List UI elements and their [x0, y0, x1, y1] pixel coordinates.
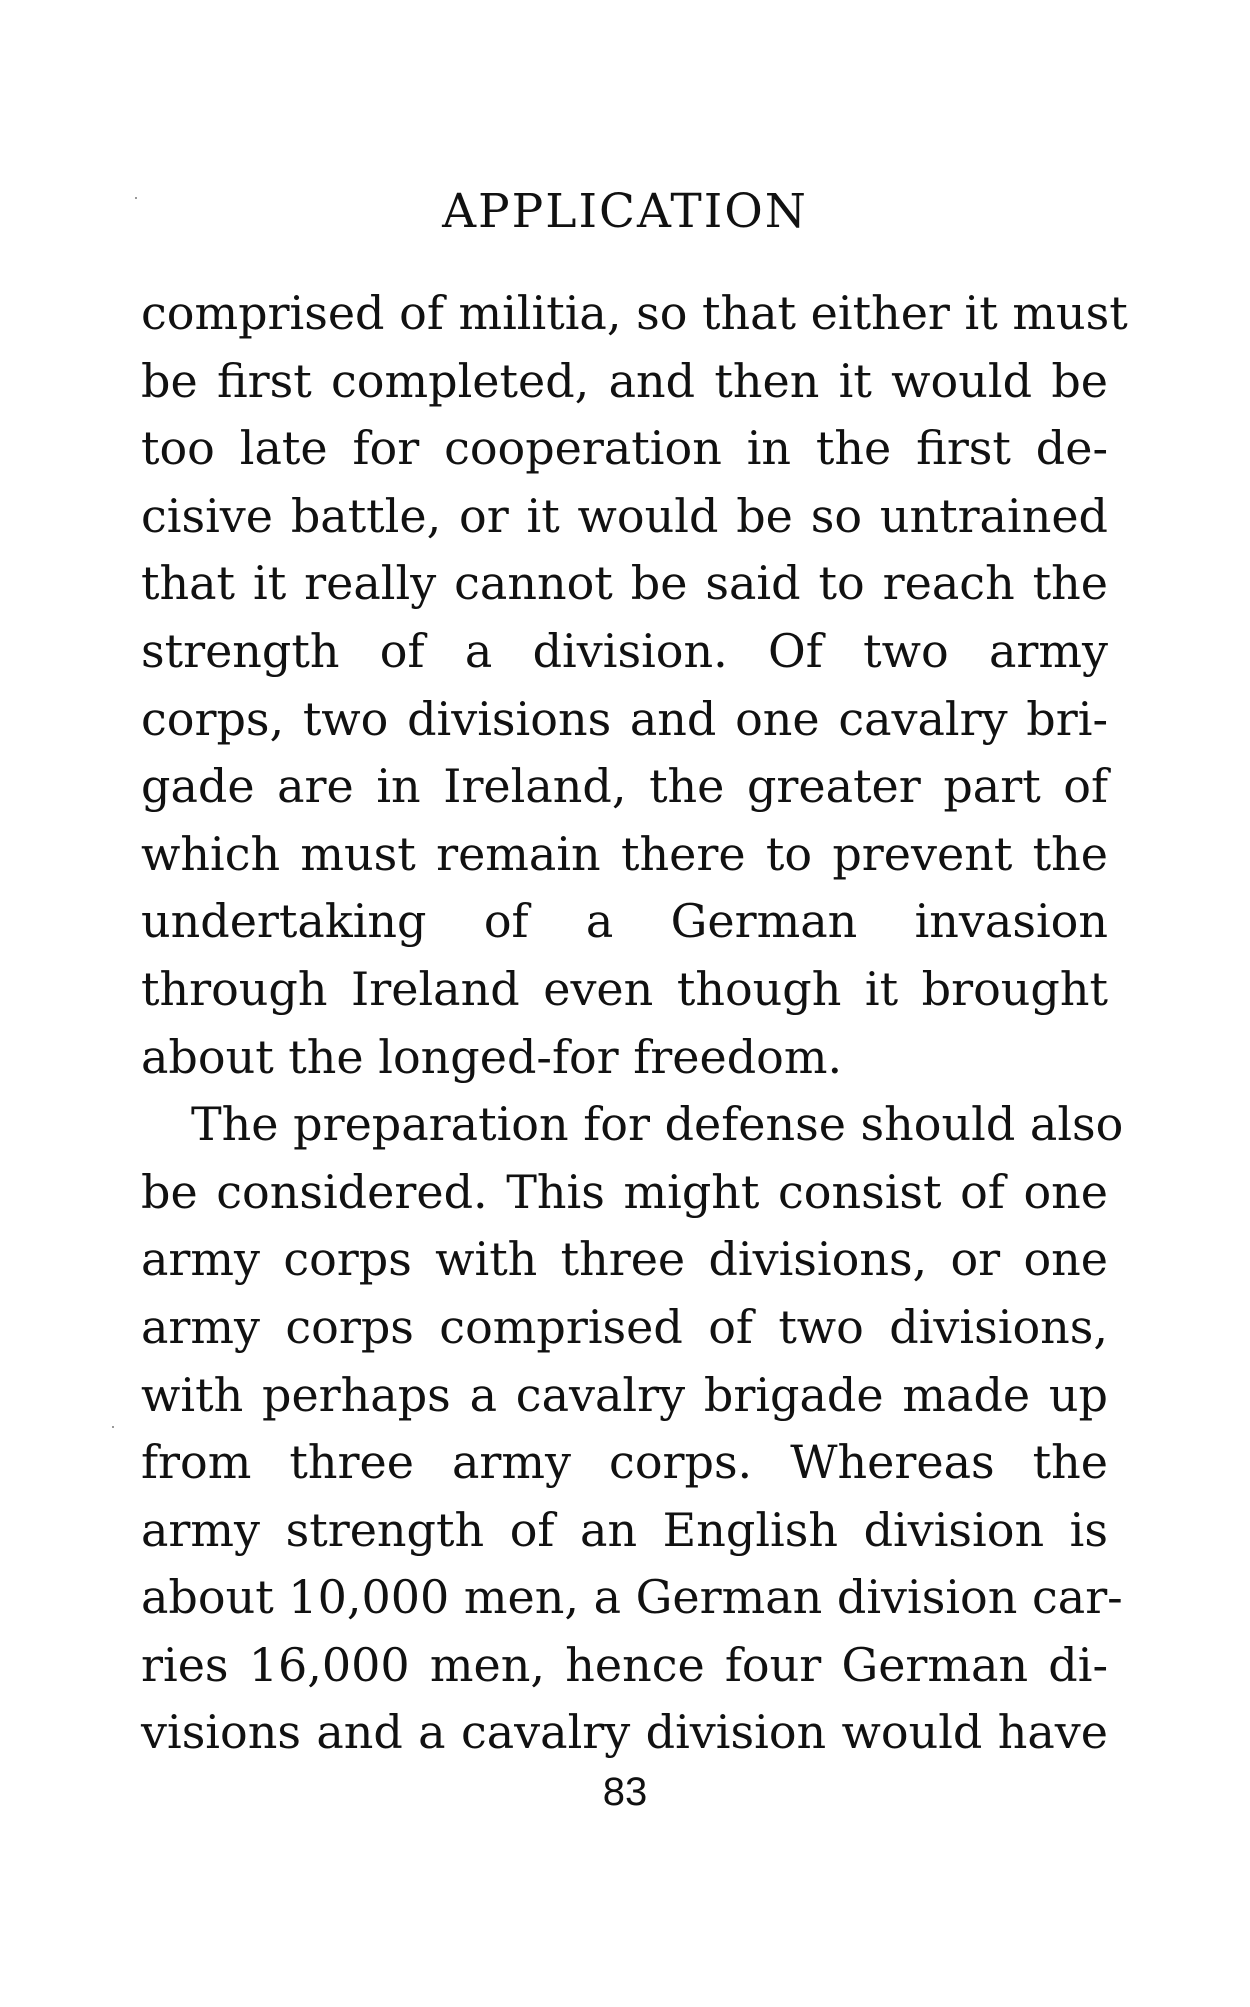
text-line: which must remain there to prevent the	[141, 826, 1108, 881]
paragraph-1	[141, 280, 1128, 1091]
text-line: corps, two divisions and one cavalry bri-	[141, 691, 1108, 746]
text-line: from three army corps. Whereas the	[141, 1435, 1108, 1490]
text-line: army corps with three divisions, or one	[141, 1232, 1108, 1287]
text-line: too late for cooperation in the first de-	[141, 421, 1108, 476]
text-line: cisive battle, or it would be so untrained	[141, 488, 1108, 543]
body-text	[141, 280, 1128, 1767]
text-line: about 10,000 men, a German division car-	[141, 1570, 1123, 1625]
text-line: that it really cannot be said to reach the	[141, 556, 1108, 611]
text-line: about the longed-for freedom.	[141, 1029, 843, 1084]
text-line: with perhaps a cavalry brigade made up	[141, 1367, 1108, 1422]
running-head: APPLICATION	[442, 184, 808, 239]
scan-speck	[135, 197, 137, 199]
text-line: through Ireland even though it brought	[141, 961, 1108, 1016]
text-line: comprised of militia, so that either it must	[141, 286, 1128, 340]
page-number: 83	[602, 1770, 648, 1814]
text-line: strength of a division. Of two army	[141, 623, 1108, 678]
text-line: undertaking of a German invasion	[141, 894, 1108, 949]
scan-speck	[112, 1426, 114, 1428]
text-line: The preparation for defense should also	[191, 1097, 1124, 1152]
text-line: be first completed, and then it would be	[141, 353, 1108, 408]
text-line: gade are in Ireland, the greater part of	[141, 759, 1108, 814]
paragraph-2	[141, 1091, 1124, 1767]
text-line: army strength of an English division is	[141, 1502, 1108, 1557]
text-line: be considered. This might consist of one	[141, 1164, 1108, 1219]
text-line: army corps comprised of two divisions,	[141, 1299, 1108, 1354]
text-line: visions and a cavalry division would have	[141, 1705, 1108, 1760]
text-line: ries 16,000 men, hence four German di-	[141, 1637, 1108, 1692]
